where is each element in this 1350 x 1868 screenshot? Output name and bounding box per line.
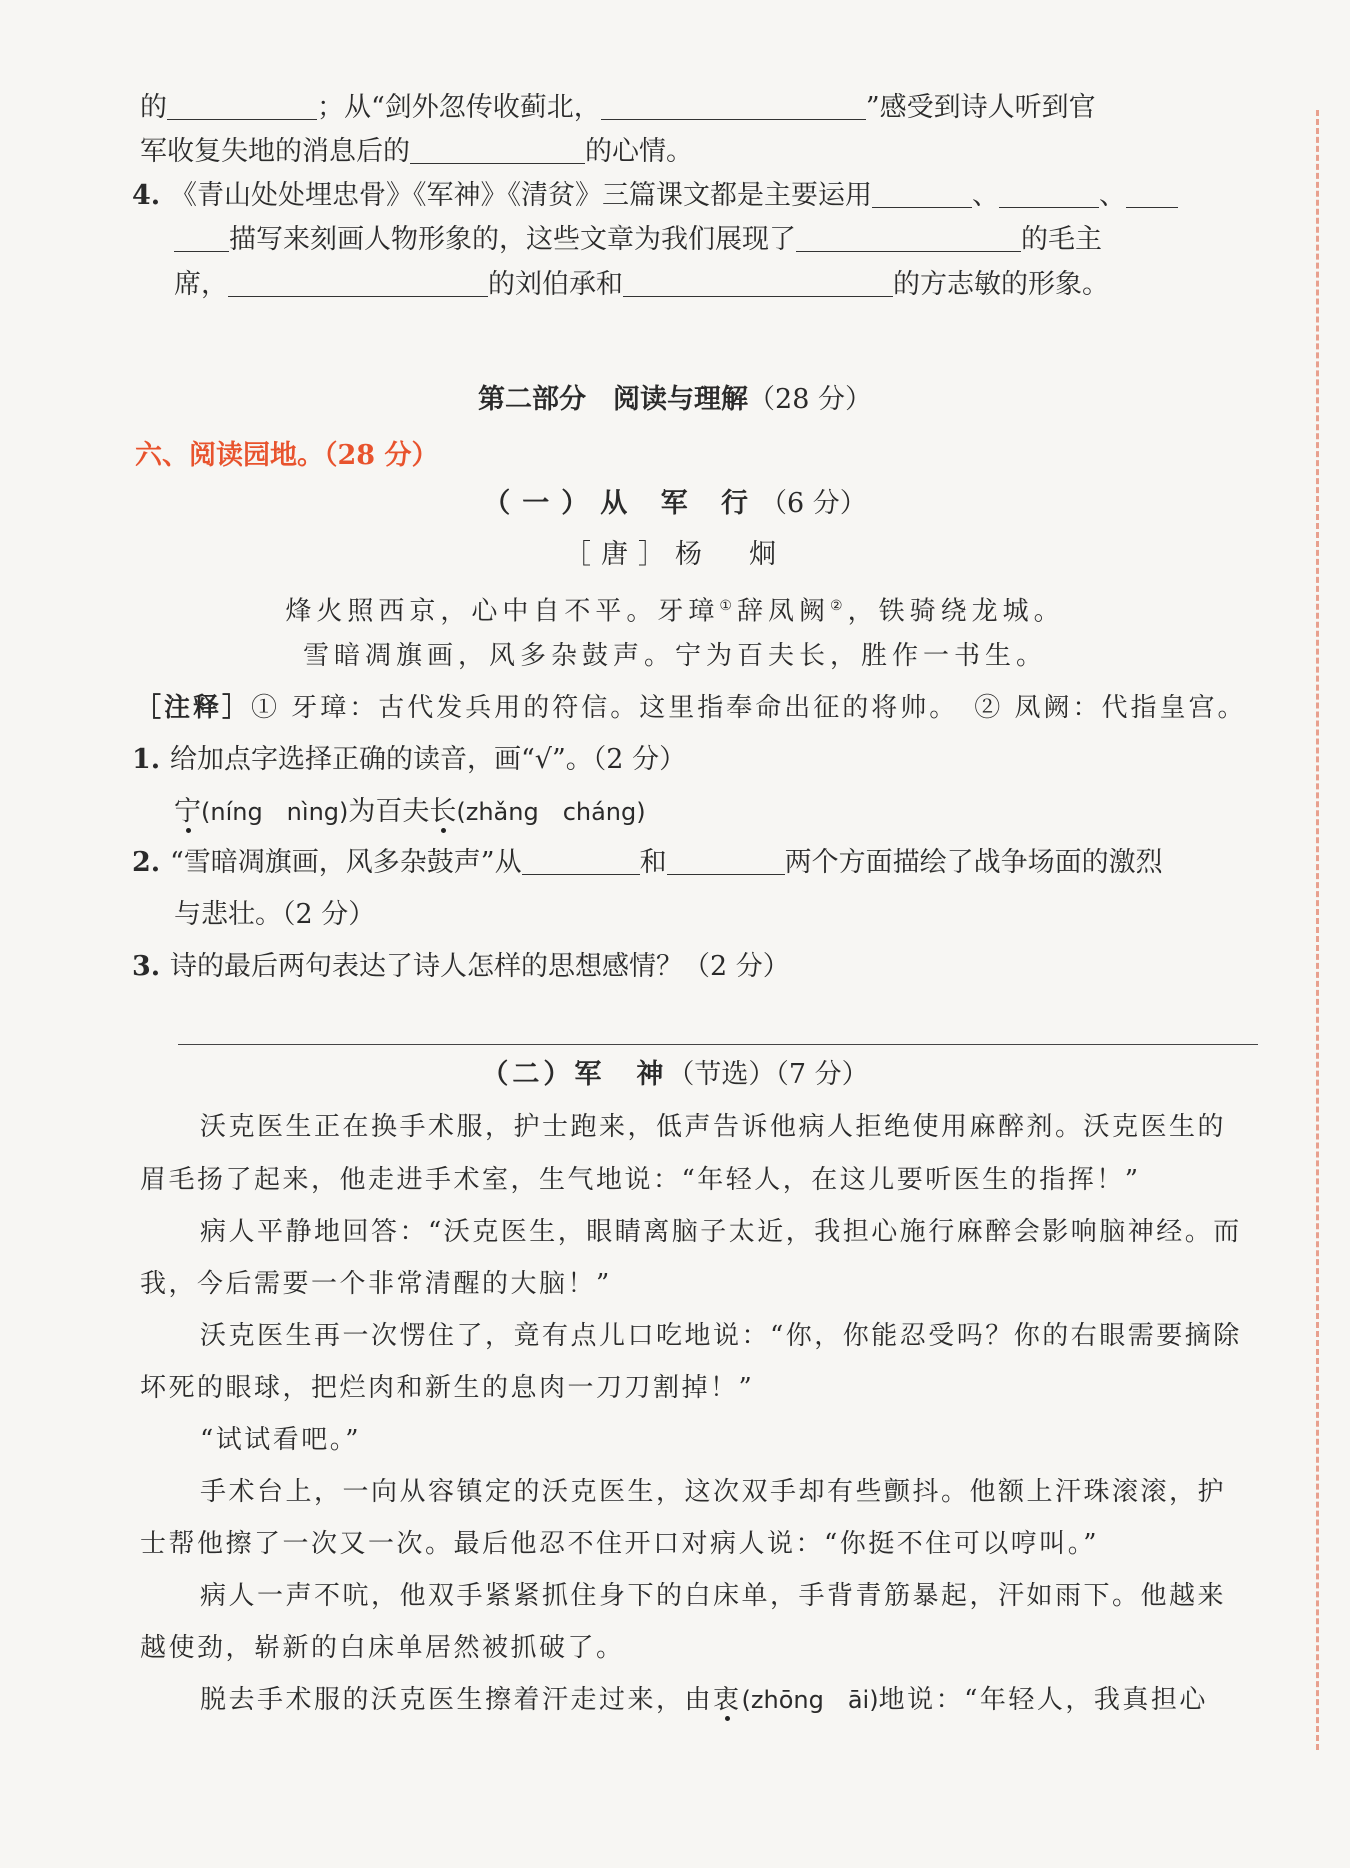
answer-blank[interactable] [872, 177, 972, 208]
passage-paragraph-2: 病人平静地回答：“沃克医生，眼睛离脑子太近，我担心施行麻醉会影响脑神经。而 [200, 1217, 1242, 1247]
question-3: 3. 诗的最后两句表达了诗人怎样的思想感情？（2 分） [132, 951, 790, 982]
answer-blank[interactable] [522, 844, 640, 875]
answer-blank[interactable] [999, 177, 1099, 208]
passage-paragraph-5: 手术台上，一向从容镇定的沃克医生，这次双手却有些颤抖。他额上汗珠滚滚，护 [200, 1477, 1227, 1507]
pinyin-choice-ning[interactable]: (níng nìng) [201, 798, 349, 826]
answer-blank[interactable] [174, 221, 229, 252]
answer-blank[interactable] [796, 221, 1021, 252]
answer-blank[interactable] [601, 89, 866, 120]
poem-line-2: 雪暗凋旗画，风多杂鼓声。宁为百夫长，胜作一书生。 [302, 641, 1047, 671]
question-1: 1. 给加点字选择正确的读音，画“√”。（2 分） [132, 744, 687, 775]
passage-paragraph-6: 病人一声不吭，他双手紧紧抓住身下的白床单，手背青筋暴起，汗如雨下。他越来 [200, 1581, 1227, 1611]
answer-blank[interactable] [410, 133, 585, 164]
answer-blank[interactable] [228, 266, 488, 297]
pinyin-choice-zhong-ai[interactable]: (zhōng āi) [741, 1686, 879, 1714]
passage-paragraph-1: 沃克医生正在换手术服，护士跑来，低声告诉他病人拒绝使用麻醉剂。沃克医生的 [200, 1112, 1227, 1142]
passage-paragraph-6-cont: 越使劲，崭新的白床单居然被抓破了。 [140, 1633, 625, 1663]
passage-paragraph-7: 脱去手术服的沃克医生擦着汗走过来，由衷(zhōng āi)地说：“年轻人，我真担心 [200, 1685, 1208, 1715]
passage-paragraph-4: “试试看吧。” [200, 1425, 362, 1455]
fill-line-1: 的 ；从“剑外忽传收蓟北， ”感受到诗人听到官 [140, 88, 1096, 128]
passage-paragraph-5-cont: 士帮他擦了一次又一次。最后他忍不住开口对病人说：“你挺不住可以哼叫。” [140, 1529, 1100, 1559]
question-1-options: 宁(níng nìng)为百夫长(zhǎng cháng) [174, 796, 646, 827]
question-2-line-2: 与悲壮。（2 分） [174, 899, 376, 930]
answer-blank[interactable] [1126, 177, 1178, 208]
poem-title: （一）从 军 行（6 分） [483, 488, 867, 519]
poem-notes: ［注释］① 牙璋：古代发兵用的符信。这里指奉命出征的将帅。 ② 凤阙：代指皇宫。 [135, 693, 1247, 723]
poem-line-1: 烽火照西京，心中自不平。牙璋①辞凤阙②，铁骑绕龙城。 [285, 596, 1065, 627]
passage-paragraph-3: 沃克医生再一次愣住了，竟有点儿口吃地说：“你，你能忍受吗？你的右眼需要摘除 [200, 1321, 1242, 1351]
answer-blank[interactable] [623, 266, 893, 297]
reading-2-title: （二）军 神（节选）（7 分） [481, 1059, 869, 1090]
pinyin-choice-zhang[interactable]: (zhǎng cháng) [456, 798, 646, 826]
poem-author: ［唐］杨 炯 [564, 539, 786, 570]
section-6-title: 六、阅读园地。（28 分） [135, 440, 439, 471]
fill-line-2: 军收复失地的消息后的 的心情。 [140, 132, 693, 172]
answer-blank[interactable] [667, 844, 785, 875]
part-2-title: 第二部分 阅读与理解（28 分） [478, 384, 872, 415]
question-2-line-1: 2. “雪暗凋旗画，风多杂鼓声”从 和 两个方面描绘了战争场面的激烈 [132, 843, 1163, 883]
answer-blank[interactable] [167, 89, 317, 120]
question-4-line-3: 席， 的刘伯承和 的方志敏的形象。 [174, 265, 1109, 305]
answer-line[interactable] [178, 1044, 1258, 1045]
passage-paragraph-3-cont: 坏死的眼球，把烂肉和新生的息肉一刀刀割掉！” [140, 1373, 755, 1403]
passage-paragraph-1-cont: 眉毛扬了起来，他走进手术室，生气地说：“年轻人，在这儿要听医生的指挥！” [140, 1165, 1141, 1195]
question-4-line-1: 4. 《青山处处埋忠骨》《军神》《清贫》三篇课文都是主要运用 、 、 [132, 176, 1178, 216]
question-4-line-2: 描写来刻画人物形象的，这些文章为我们展现了 的毛主 [174, 220, 1102, 260]
passage-paragraph-2-cont: 我，今后需要一个非常清醒的大脑！” [140, 1269, 612, 1299]
